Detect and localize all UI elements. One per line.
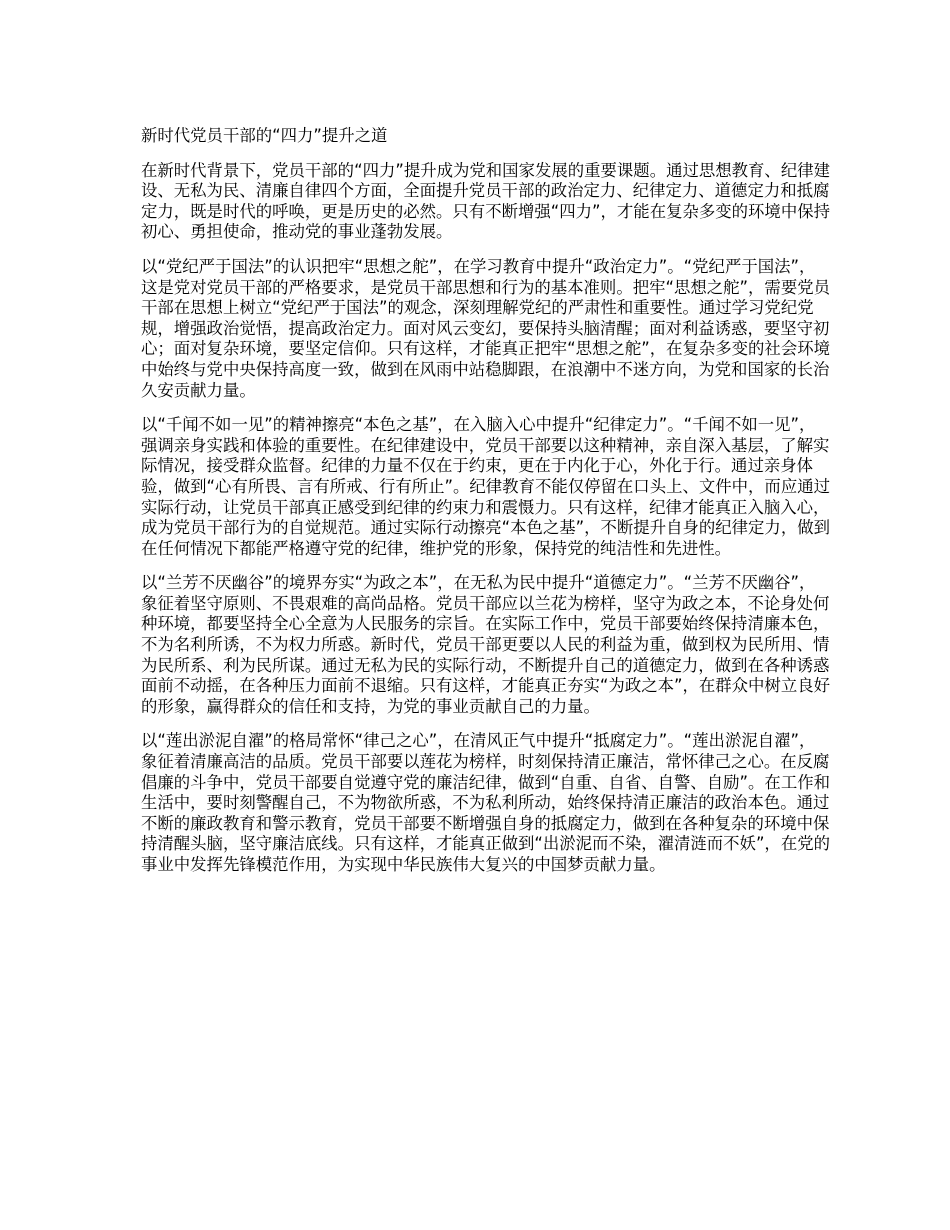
paragraph-anticorruption-resolve: 以“莲出淤泥自濯”的格局常怀“律己之心”，在清风正气中提升“抵腐定力”。“莲出淤泥自濯”，象征着清廉高洁的品质。党员干部要以莲花为榜样，时刻保持清正廉洁，常怀律己之心。在反腐倡廉的斗争中，党员干部要自觉遵守党的廉洁纪律，做到“自重、自省、自警、自励”。在工作和生活中，要时刻警醒自己，不为物欲所惑，不为私利所动，始终保持清正廉洁的政治本色。通过不断的廉政教育和警示教育，党员干部要不断增强自身的抵腐定力，做到在各种复杂的环境中保持清醒头脑，坚守廉洁底线。只有这样，才能真正做到“出淤泥而不染，濯清涟而不妖”，在党的事业中发挥先锋模范作用，为实现中华民族伟大复兴的中国梦贡献力量。 [141, 731, 830, 874]
paragraph-intro: 在新时代背景下，党员干部的“四力”提升成为党和国家发展的重要课题。通过思想教育、纪律建设、无私为民、清廉自律四个方面，全面提升党员干部的政治定力、纪律定力、道德定力和抵腐定力，既是时代的呼唤，更是历史的必然。只有不断增强“四力”，才能在复杂多变的环境中保持初心、勇担使命，推动党的事业蓬勃发展。 [141, 160, 830, 242]
paragraph-political-resolve: 以“党纪严于国法”的认识把牢“思想之舵”，在学习教育中提升“政治定力”。“党纪严于国法”，这是党对党员干部的严格要求，是党员干部思想和行为的基本准则。把牢“思想之舵”，需要党员干部在思想上树立“党纪严于国法”的观念，深刻理解党纪的严肃性和重要性。通过学习党纪党规，增强政治觉悟，提高政治定力。面对风云变幻，要保持头脑清醒；面对利益诱惑，要坚守初心；面对复杂环境，要坚定信仰。只有这样，才能真正把牢“思想之舵”，在复杂多变的社会环境中始终与党中央保持高度一致，做到在风雨中站稳脚跟，在浪潮中不迷方向，为党和国家的长治久安贡献力量。 [141, 256, 830, 400]
document-page [141, 126, 831, 890]
paragraph-discipline-resolve: 以“千闻不如一见”的精神擦亮“本色之基”，在入脑入心中提升“纪律定力”。“千闻不如一见”，强调亲身实践和体验的重要性。在纪律建设中，党员干部要以这种精神，亲自深入基层，了解实际情况，接受群众监督。纪律的力量不仅在于约束，更在于内化于心，外化于行。通过亲身体验，做到“心有所畏、言有所戒、行有所止”。纪律教育不能仅停留在口头上、文件中，而应通过实际行动，让党员干部真正感受到纪律的约束力和震慑力。只有这样，纪律才能真正入脑入心，成为党员干部行为的自觉规范。通过实际行动擦亮“本色之基”，不断提升自身的纪律定力，做到在任何情况下都能严格遵守党的纪律，维护党的形象，保持党的纯洁性和先进性。 [141, 415, 830, 558]
document-title: 新时代党员干部的“四力”提升之道 [141, 126, 388, 145]
paragraph-moral-resolve: 以“兰芳不厌幽谷”的境界夯实“为政之本”，在无私为民中提升“道德定力”。“兰芳不厌幽谷”，象征着坚守原则、不畏艰难的高尚品格。党员干部应以兰花为榜样，坚守为政之本，不论身处何种环境，都要坚持全心全意为人民服务的宗旨。在实际工作中，党员干部要始终保持清廉本色，不为名利所诱，不为权力所惑。新时代，党员干部更要以人民的利益为重，做到权为民所用、情为民所系、利为民所谋。通过无私为民的实际行动，不断提升自己的道德定力，做到在各种诱惑面前不动摇，在各种压力面前不退缩。只有这样，才能真正夯实“为政之本”，在群众中树立良好的形象，赢得群众的信任和支持，为党的事业贡献自己的力量。 [141, 573, 830, 716]
